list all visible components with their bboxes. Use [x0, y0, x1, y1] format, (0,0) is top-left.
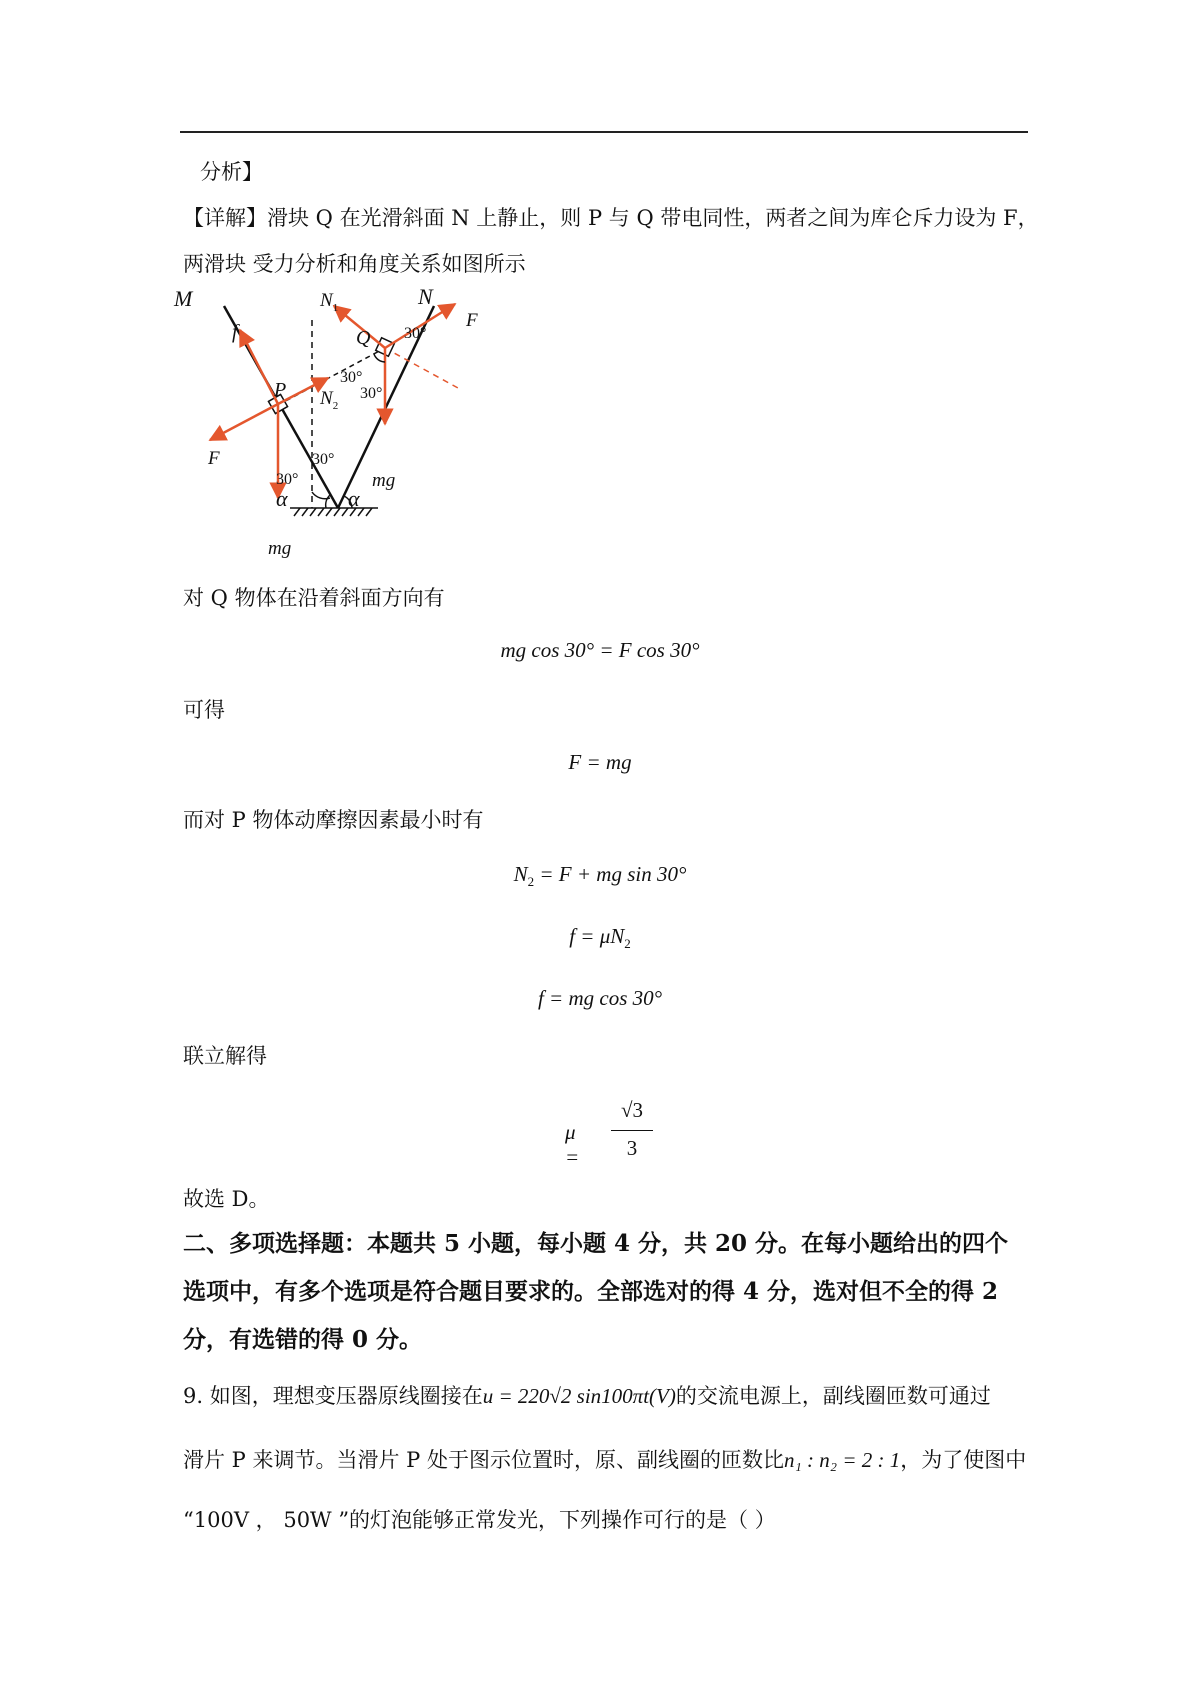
label-P: P [274, 379, 287, 401]
section2-line-1: 二、多项选择题：本题共 5 小题，每小题 4 分，共 20 分。在每小题给出的四个 [183, 1230, 1009, 1257]
label-f: f [232, 321, 238, 343]
q9-text-2b: ，为了使图中 [900, 1448, 1027, 1472]
step-3: 而对 P 物体动摩擦因素最小时有 [183, 808, 484, 832]
angle-arc-left [326, 495, 330, 508]
detail-label: 【详解】 [183, 206, 267, 230]
label-F-right: F [466, 310, 478, 331]
label-N2: $N_2$ [320, 388, 339, 412]
angle-arc-q [374, 354, 385, 362]
detail-text-1: 滑块 Q 在光滑斜面 N 上静止，则 P 与 Q 带电同性，两者之间为库仑斥力设为 F， [267, 206, 1039, 230]
section2-line-3: 分，有选错的得 0 分。 [183, 1326, 423, 1353]
detail-line-1 [183, 204, 1039, 232]
eq6-fraction-bar [611, 1130, 653, 1131]
force-F-left [210, 404, 278, 440]
q9-formula-2: n₁ : n₂ = 2 : 1 [783, 1448, 901, 1472]
label-angle-mid: 30° [312, 451, 335, 468]
header-fragment: 分析】 [200, 160, 263, 184]
header-rule [180, 131, 1028, 133]
label-mg-left: mg [268, 538, 292, 559]
q9-line-1 [183, 1382, 991, 1410]
label-angle-p: 30° [276, 471, 299, 488]
q9-line-2 [183, 1446, 1026, 1474]
step-5: 故选 D。 [183, 1187, 270, 1211]
q9-text-2a: 滑片 P 来调节。当滑片 P 处于图示位置时，原、副线圈的匝数比 [183, 1448, 784, 1472]
equation-5: f = mg cos 30° [537, 986, 663, 1010]
label-angle-q1: 30° [340, 369, 363, 386]
label-alpha-right: α [348, 486, 360, 511]
eq6-denominator: 3 [626, 1136, 638, 1160]
step-2: 可得 [183, 698, 225, 722]
q9-text-1b: 的交流电源上，副线圈匝数可通过 [675, 1384, 991, 1408]
equation-2: F = mg [568, 750, 632, 774]
label-angle-topright: 30° [404, 325, 427, 342]
q9-line-3: “100V ， 50W ”的灯泡能够正常发光，下列操作可行的是（ ） [183, 1508, 776, 1532]
force-f [240, 330, 278, 404]
q-extension-dashed [385, 348, 458, 388]
step-4: 联立解得 [183, 1044, 267, 1068]
equation-3: $N_2 = F$ + mg sin 30° [513, 862, 687, 890]
label-Q: Q [356, 327, 371, 349]
label-angle-q2: 30° [360, 385, 383, 402]
force-diagram [174, 284, 510, 562]
ground-hatch [290, 508, 378, 516]
q9-text-1a: 9. 如图，理想变压器原线圈接在 [183, 1384, 483, 1408]
equation-4: $f = \mu N_2$ [569, 924, 631, 952]
q9-formula-1: u = 220√2 sin100πt(V) [482, 1384, 676, 1408]
detail-line-2: 两滑块 受力分析和角度关系如图所示 [183, 252, 526, 276]
eq6-lhs: μ = [565, 1120, 580, 1169]
equation-1: mg cos 30° = F cos 30° [500, 638, 700, 662]
label-mg-right: mg [372, 470, 396, 491]
label-F-left: F [208, 448, 220, 469]
label-N1: $N_1$ [320, 290, 339, 314]
step-1: 对 Q 物体在沿着斜面方向有 [183, 586, 445, 610]
label-alpha-left: α [276, 486, 288, 511]
eq6-numerator: √3 [620, 1098, 644, 1122]
section2-line-2: 选项中，有多个选项是符合题目要求的。全部选对的得 4 分，选对但不全的得 2 [183, 1278, 999, 1305]
label-M: M [174, 286, 193, 311]
label-N: N [418, 284, 433, 309]
